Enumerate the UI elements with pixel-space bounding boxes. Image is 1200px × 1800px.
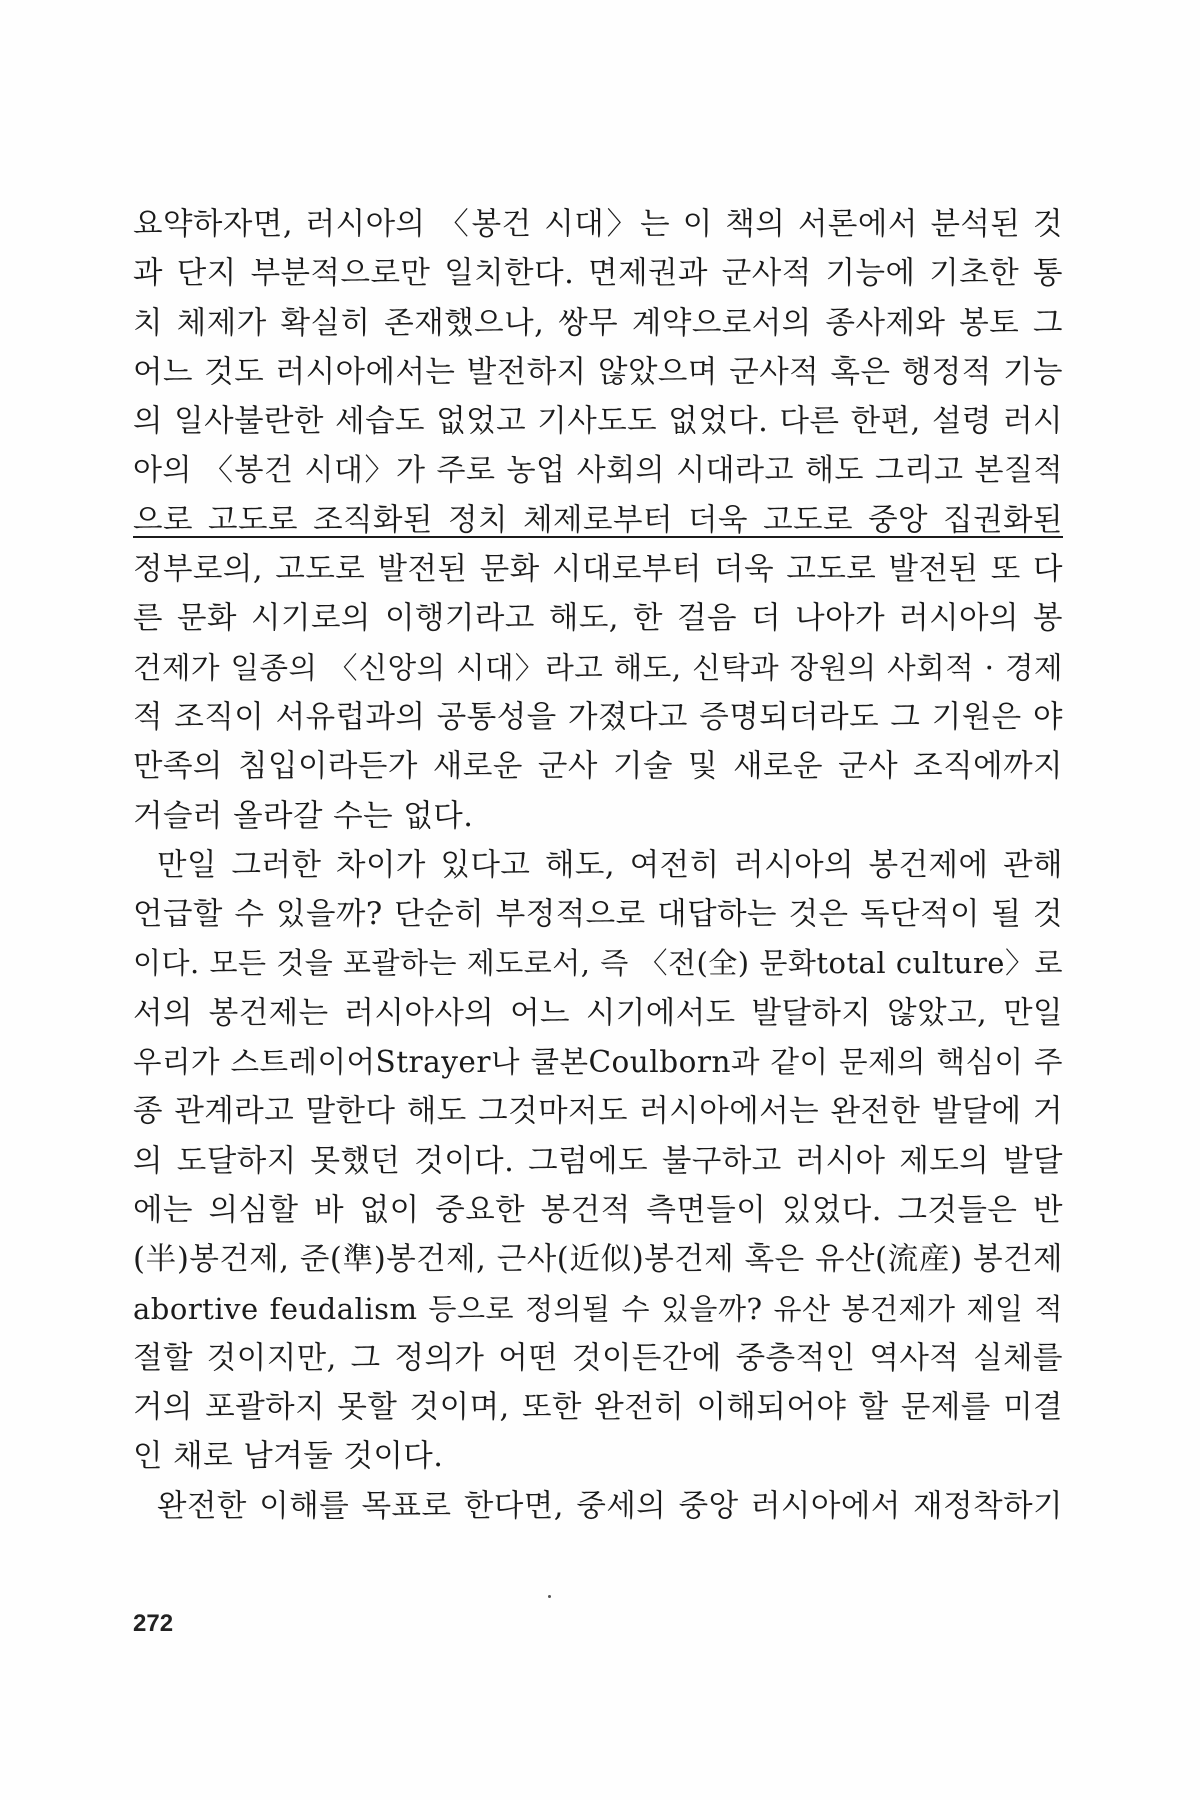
text-line: 거의 포괄하지 못할 것이며, 또한 완전히 이해되어야 할 문제를 미결	[133, 1390, 1063, 1426]
text-line: 절할 것이지만, 그 정의가 어떤 것이든간에 중층적인 역사적 실체를	[133, 1340, 1063, 1376]
text-line: 치 체제가 확실히 존재했으나, 쌍무 계약으로서의 종사제와 봉토 그	[133, 305, 1063, 341]
text-line: 른 문화 시기로의 이행기라고 해도, 한 걸음 더 나아가 러시아의 봉	[133, 601, 1063, 637]
text-line: 에는 의심할 바 없이 중요한 봉건적 측면들이 있었다. 그것들은 반	[133, 1192, 1063, 1228]
text-line: 건제가 일종의 〈신앙의 시대〉라고 해도, 신탁과 장원의 사회적 · 경제	[133, 650, 1063, 685]
text-line: 인 채로 남겨둘 것이다.	[133, 1439, 444, 1475]
page-number: 272	[133, 1610, 174, 1637]
text-line: 정부로의, 고도로 발전된 문화 시대로부터 더욱 고도로 발전된 또 다	[133, 552, 1063, 588]
text-line: 거슬러 올라갈 수는 없다.	[133, 798, 474, 834]
text-line: 완전한 이해를 목표로 한다면, 중세의 중앙 러시아에서 재정착하기	[157, 1488, 1063, 1524]
text-line: 의 도달하지 못했던 것이다. 그럼에도 불구하고 러시아 제도의 발달	[133, 1143, 1063, 1179]
page-mark	[548, 1595, 551, 1598]
text-line: 요약하자면, 러시아의 〈봉건 시대〉는 이 책의 서론에서 분석된 것	[133, 207, 1063, 242]
text-line: 서의 봉건제는 러시아사의 어느 시기에서도 발달하지 않았고, 만일	[133, 995, 1063, 1031]
body-text	[133, 200, 1063, 1531]
text-line: 과 단지 부분적으로만 일치한다. 면제권과 군사적 기능에 기초한 통	[133, 256, 1063, 292]
text-line: 이다. 모든 것을 포괄하는 제도로서, 즉 〈전(全) 문화total culture〉로	[133, 946, 1063, 981]
text-line: abortive feudalism 등으로 정의될 수 있을까? 유산 봉건제가 제일 적	[133, 1291, 1063, 1326]
text-line: 만일 그러한 차이가 있다고 해도, 여전히 러시아의 봉건제에 관해	[157, 847, 1063, 883]
text-line: 만족의 침입이라든가 새로운 군사 기술 및 새로운 군사 조직에까지	[133, 749, 1063, 785]
text-line: 아의 〈봉건 시대〉가 주로 농업 사회의 시대라고 해도 그리고 본질적	[133, 453, 1063, 489]
text-line: (半)봉건제, 준(準)봉건제, 근사(近似)봉건제 혹은 유산(流産) 봉건제	[133, 1242, 1063, 1278]
text-line: 적 조직이 서유럽과의 공통성을 가졌다고 증명되더라도 그 기원은 야	[133, 699, 1063, 735]
text-line: 어느 것도 러시아에서는 발전하지 않았으며 군사적 혹은 행정적 기능	[133, 354, 1063, 390]
text-line: 으로 고도로 조직화된 정치 체제로부터 더욱 고도로 중앙 집권화된	[133, 502, 1063, 538]
text-line: 언급할 수 있을까? 단순히 부정적으로 대답하는 것은 독단적이 될 것	[133, 897, 1063, 933]
text-line: 우리가 스트레이어Strayer나 쿨본Coulborn과 같이 문제의 핵심이 주	[133, 1045, 1063, 1080]
text-line: 의 일사불란한 세습도 없었고 기사도도 없었다. 다른 한편, 설령 러시	[133, 404, 1063, 440]
text-line: 종 관계라고 말한다 해도 그것마저도 러시아에서는 완전한 발달에 거	[133, 1094, 1063, 1130]
